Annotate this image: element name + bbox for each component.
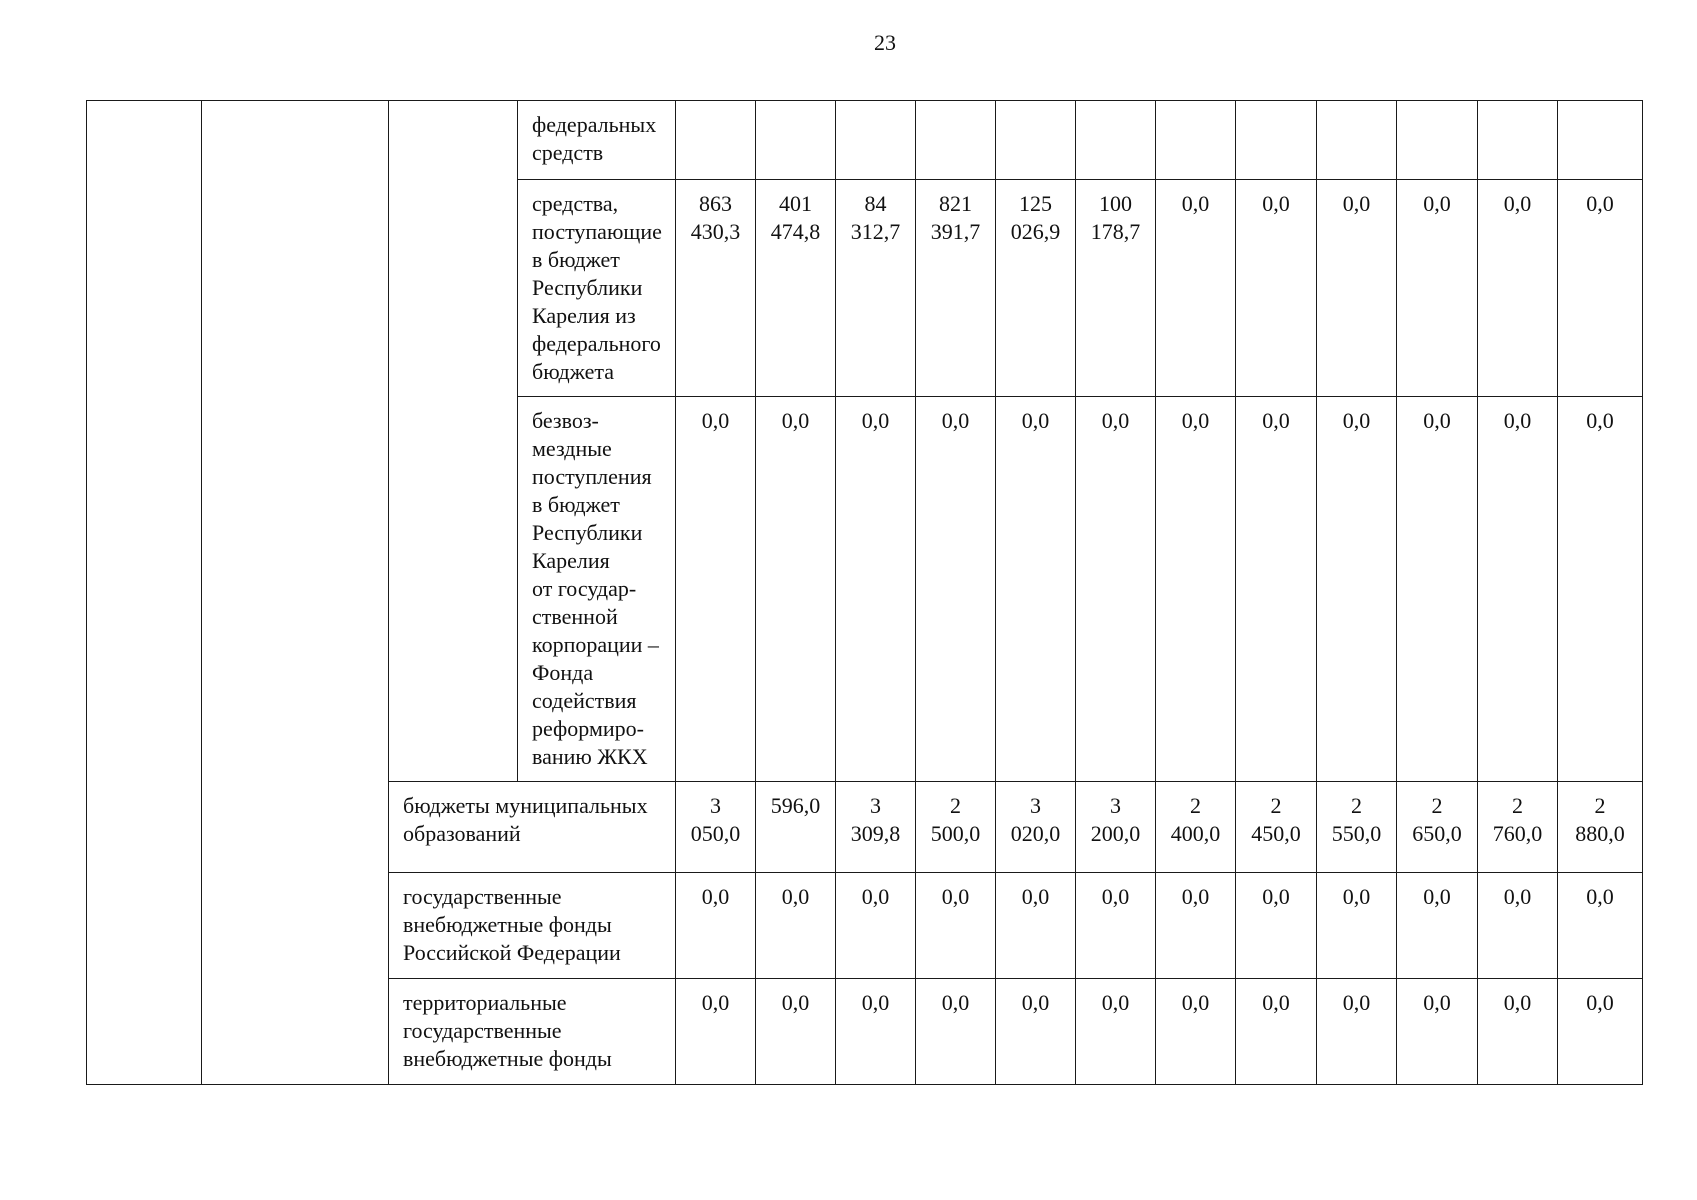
value-cell: 0,0: [676, 397, 756, 782]
value-cell: 0,0: [1076, 873, 1156, 979]
value-cell: 0,0: [676, 979, 756, 1085]
value-cell: 401 474,8: [756, 180, 836, 397]
value-cell: 125 026,9: [996, 180, 1076, 397]
value-cell: 0,0: [1317, 873, 1397, 979]
value-cell: [1478, 101, 1558, 180]
value-cell: [1317, 101, 1397, 180]
value-cell: 0,0: [1156, 180, 1236, 397]
value-cell: 0,0: [1236, 873, 1317, 979]
value-cell: 0,0: [996, 397, 1076, 782]
value-cell: 0,0: [916, 873, 996, 979]
row-label: федеральных средств: [518, 101, 676, 180]
table-row: [87, 101, 1643, 180]
value-cell: 0,0: [1478, 180, 1558, 397]
value-cell: 0,0: [1076, 979, 1156, 1085]
value-cell: 0,0: [676, 873, 756, 979]
value-cell: [996, 101, 1076, 180]
value-cell: 0,0: [836, 397, 916, 782]
value-cell: 0,0: [1478, 979, 1558, 1085]
value-cell: 0,0: [1236, 180, 1317, 397]
value-cell: 863 430,3: [676, 180, 756, 397]
row-label: бюджеты муниципальных образований: [389, 782, 676, 873]
value-cell: [836, 101, 916, 180]
budget-table: [86, 100, 1643, 1085]
value-cell: [1558, 101, 1643, 180]
value-cell: 3 020,0: [996, 782, 1076, 873]
value-cell: 0,0: [836, 873, 916, 979]
value-cell: 0,0: [1397, 397, 1478, 782]
value-cell: [916, 101, 996, 180]
value-cell: 0,0: [1156, 979, 1236, 1085]
value-cell: 0,0: [1156, 873, 1236, 979]
value-cell: 2 650,0: [1397, 782, 1478, 873]
value-cell: 0,0: [1397, 873, 1478, 979]
value-cell: [1236, 101, 1317, 180]
value-cell: 0,0: [756, 873, 836, 979]
value-cell: 0,0: [1236, 979, 1317, 1085]
value-cell: 2 450,0: [1236, 782, 1317, 873]
value-cell: 3 200,0: [1076, 782, 1156, 873]
value-cell: 0,0: [1558, 180, 1643, 397]
value-cell: 0,0: [996, 873, 1076, 979]
value-cell: 2 500,0: [916, 782, 996, 873]
value-cell: 2 400,0: [1156, 782, 1236, 873]
value-cell: 0,0: [1156, 397, 1236, 782]
value-cell: 0,0: [1558, 873, 1643, 979]
value-cell: 0,0: [756, 397, 836, 782]
value-cell: 0,0: [1317, 979, 1397, 1085]
value-cell: 0,0: [916, 397, 996, 782]
row-label: государственные внебюджетные фонды Российской Федерации: [389, 873, 676, 979]
value-cell: 0,0: [916, 979, 996, 1085]
value-cell: 0,0: [1478, 397, 1558, 782]
row-label: безвоз- мездные поступления в бюджет Республики Карелия от государ- ственной корпорации – Фонда содействия реформиро- ванию ЖКХ: [518, 397, 676, 782]
value-cell: 3 309,8: [836, 782, 916, 873]
value-cell: 0,0: [756, 979, 836, 1085]
value-cell: 0,0: [1397, 979, 1478, 1085]
row-label: территориальные государственные внебюджетные фонды: [389, 979, 676, 1085]
row-label: средства, поступающие в бюджет Республики Карелия из федерального бюджета: [518, 180, 676, 397]
page-number: 23: [874, 30, 896, 55]
value-cell: 596,0: [756, 782, 836, 873]
value-cell: 0,0: [1397, 180, 1478, 397]
value-cell: 0,0: [1478, 873, 1558, 979]
value-cell: 0,0: [1317, 397, 1397, 782]
value-cell: 3 050,0: [676, 782, 756, 873]
value-cell: [756, 101, 836, 180]
empty-cell-col2: [202, 101, 389, 1085]
value-cell: [1397, 101, 1478, 180]
value-cell: 0,0: [996, 979, 1076, 1085]
value-cell: 0,0: [1317, 180, 1397, 397]
value-cell: [676, 101, 756, 180]
value-cell: 0,0: [1558, 979, 1643, 1085]
value-cell: 0,0: [1236, 397, 1317, 782]
value-cell: [1076, 101, 1156, 180]
value-cell: 2 880,0: [1558, 782, 1643, 873]
value-cell: [1156, 101, 1236, 180]
empty-cell-col3: [389, 101, 518, 782]
value-cell: 0,0: [836, 979, 916, 1085]
empty-cell-col1: [87, 101, 202, 1085]
value-cell: 84 312,7: [836, 180, 916, 397]
value-cell: 100 178,7: [1076, 180, 1156, 397]
value-cell: 2 550,0: [1317, 782, 1397, 873]
value-cell: 0,0: [1558, 397, 1643, 782]
value-cell: 0,0: [1076, 397, 1156, 782]
value-cell: 821 391,7: [916, 180, 996, 397]
value-cell: 2 760,0: [1478, 782, 1558, 873]
